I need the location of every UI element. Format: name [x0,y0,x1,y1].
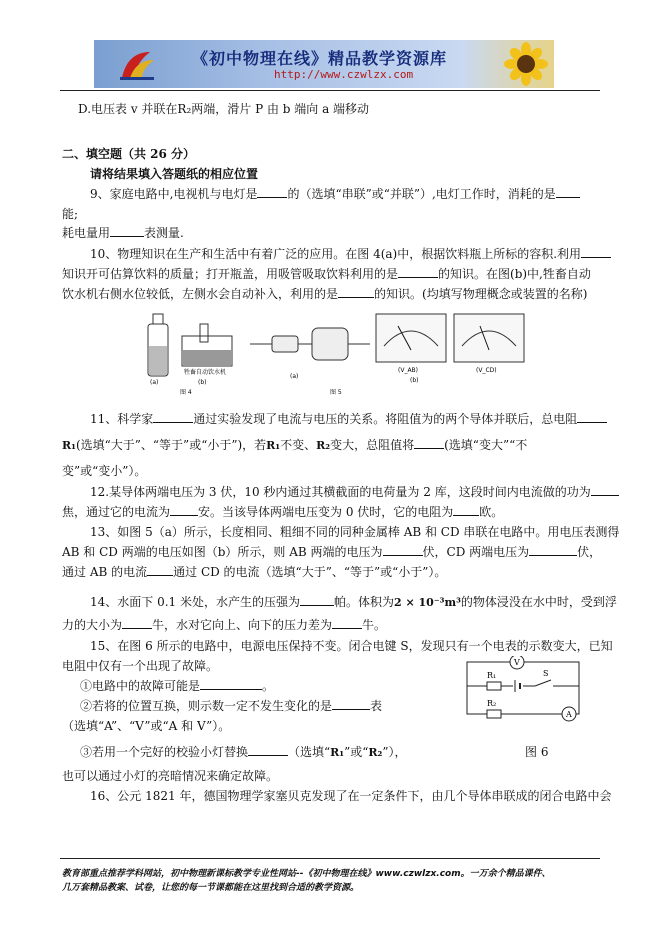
q12-line2 [62,503,503,520]
q13-blank-1 [383,543,423,556]
fig4-b-caption: 牲畜自动饮水机 [184,369,227,376]
q11-text-c: (选填“大于”、“等于”或“小于”)，若 [75,438,267,452]
section-title: 二、填空题（共 26 分） [62,147,196,161]
q10-text-c: 的知识。在图(b)中,牲畜自动 [438,267,591,281]
q15-line4 [80,697,382,714]
q10-blank-3 [338,285,374,298]
q9-blank-3 [110,224,144,237]
q9-blank-2 [556,185,580,198]
q10-line2 [62,265,591,282]
q15-text-g: ”或“ [344,745,369,759]
q10-line3 [62,285,587,302]
figures-4-5 [140,306,530,398]
ammeter-icon [562,707,576,721]
q10-blank-2 [398,265,438,278]
q14-text-c: 的物体浸没在水中时，受到浮 [460,595,617,609]
footer-rule [60,858,600,859]
q12-blank-2 [170,503,198,516]
q15-text-b: 。 [262,679,275,693]
fig6-label: 图 6 [525,745,549,759]
vab-label: (V_AB) [398,367,419,374]
q10-text-a: 10、物理知识在生产和生活中有着广泛的应用。在图 4(a)中，根据饮料瓶上所标的容积.利用 [90,247,582,261]
q10-text-d: 饮水机右侧水位较低，左侧水会自动补入，利用的是 [62,287,339,301]
q9-line3 [62,224,184,241]
r1-symbol: R₁ [62,439,76,452]
q9-text-d: 表测量. [144,226,184,240]
q15-text-a: ①电路中的故障可能是 [80,679,201,693]
switch-icon [535,680,553,690]
r2-symbol-2: R₂ [368,746,383,759]
instruction: 请将结果填入答题纸的相应位置 [90,167,259,181]
q12-blank-1 [591,483,619,496]
q13-line2 [62,543,601,560]
q10-text-b: 知识开可估算饮料的质量；打开瓶盖，用吸管吸取饮料利用的是 [62,267,399,281]
circuit-a-label: A [566,710,572,719]
battery-icon [513,680,523,692]
q11-text-f: (选填“变大”“不 [444,438,528,452]
q11-text-a: 11、科学家 [90,412,154,426]
q12-text-a: 12.某导体两端电压为 3 伏，10 秒内通过其横截面的电荷量为 2 库，这段时间内电流做的功为 [90,485,591,499]
r2-resistor [487,710,501,718]
fig4-b-label: (b) [198,379,207,386]
q9-text-b: 的（选填“串联”或“并联”）,电灯工作时，消耗的是 [287,187,556,201]
q11-blank-3 [414,436,444,449]
q11-blank-1 [153,410,193,423]
voltmeter-ab-icon [376,314,446,362]
q13-text-c: 伏， [577,545,602,559]
q10-blank-1 [581,245,611,258]
circuit-diagram [465,656,583,722]
circuit-s-label: S [543,669,549,678]
q15-blank-3 [248,743,288,756]
footer-line2: 几万套精品教案、试卷，让您的每一节课都能在这里找到合适的教学资源。 [62,883,360,893]
q15-line5: （选填“A”、“V”或“A 和 V”）。 [62,719,231,733]
q14-line1 [90,593,617,610]
q14-text-f: 牛。 [362,618,387,632]
q9-text-c: 耗电量用 [62,226,111,240]
option-d: D.电压表 v 并联在R₂两端，滑片 P 由 b 端向 a 端移动 [78,102,370,116]
q9-line1 [90,185,580,202]
q9-line2: 能; [62,207,79,221]
q13-text-e: 通过 CD 的电流（选填“大于”、“等于”或“小于”）。 [173,565,447,579]
q11-line1 [90,410,607,427]
bottle-icon [148,314,168,376]
sunflower-icon [504,42,548,86]
q15-text-e: ③若用一个完好的校验小灯替换 [80,745,249,759]
q11-text-d: 不变、 [280,438,317,452]
q15-text-d: 表 [370,699,383,713]
r1-symbol-3: R₁ [330,746,345,759]
q15-text-c: ②若将的位置互换，则示数一定不发生变化的是 [80,699,333,713]
r2-symbol: R₂ [316,439,331,452]
footer-line1: 教育部重点推荐学科网站，初中物理新课标教学专业性网站--《初中物理在线》www.czwlzx.com。一万余个精品课件、 [62,869,551,879]
drinking-machine-icon [182,324,232,366]
q12-line1 [90,483,619,500]
q15-blank-2 [332,697,370,710]
q11-blank-2 [577,410,607,423]
q15-text-h: ”）， [382,745,407,759]
q12-text-b: 焦，通过它的电流为 [62,505,171,519]
metal-rods-icon [250,328,370,360]
q15-line7: 也可以通过小灯的亮暗情况来确定故障。 [62,769,279,783]
q13-line1: 13、如图 5（a）所示，长度相同、粗细不同的同种金属棒 AB 和 CD 串联在电路中。用电压表测得 [90,525,620,539]
q11-line2 [62,436,527,453]
q13-text-b: 伏，CD 两端电压为 [422,545,530,559]
banner-url: http://www.czwlzx.com [274,68,414,81]
q14-text-e: 牛，水对它向上、向下的压力差为 [152,618,333,632]
r1-resistor [487,682,501,690]
q13-line3 [62,563,446,580]
fig4-a-label: (a) [150,379,159,386]
q9-text-a: 9、家庭电路中,电视机与电灯是 [90,187,258,201]
q10-line1 [90,245,611,262]
q14-line2 [62,616,386,633]
circuit-r1-label: R₁ [487,671,497,680]
q13-text-a: AB 和 CD 两端的电压如图（b）所示，则 AB 两端的电压为 [62,545,383,559]
q15-line3 [80,677,274,694]
circuit-r2-label: R₂ [487,699,497,708]
r1-symbol-2: R₁ [266,439,281,452]
q14-blank-2 [122,616,152,629]
fig4-label: 图 4 [180,389,192,396]
banner-title: 《初中物理在线》精品教学资源库 [192,49,448,68]
fig5-a-label: (a) [290,373,299,380]
q11-line3: 变”或“变小”）。 [62,464,147,478]
fig5-label: 图 5 [330,389,342,396]
q14-volume: 2 × 10⁻³m³ [394,596,461,609]
q14-text-b: 帕。体积为 [333,595,394,609]
q13-blank-2 [529,543,577,556]
q12-blank-3 [453,503,479,516]
q13-blank-3 [147,563,173,576]
q9-blank-1 [257,185,287,198]
q15-line1: 15、在图 6 所示的电路中，电源电压保持不变。闭合电键 S，发现只有一个电表的示数变大，已知 [90,639,613,653]
q15-blank-1 [200,677,262,690]
site-logo-icon [116,48,156,82]
q16-line1: 16、公元 1821 年，德国物理学家塞贝克发现了在一定条件下，由几个导体串联成的闭合电路中会 [90,789,612,803]
q14-text-d: 力的大小为 [62,618,123,632]
q14-blank-1 [300,593,334,606]
fig5-b-label: (b) [410,377,419,384]
vcd-label: (V_CD) [476,367,497,374]
q14-text-a: 14、水面下 0.1 米处，水产生的压强为 [90,595,300,609]
circuit-v-label: V [514,658,520,667]
q15-text-f: （选填“ [288,745,331,759]
q12-text-d: 欧。 [479,505,504,519]
q11-text-e: 变大，总阻值将 [330,438,415,452]
voltmeter-cd-icon [454,314,524,362]
q14-blank-3 [332,616,362,629]
q10-text-e: 的知识。(均填写物理概念或装置的名称) [374,287,588,301]
header-banner [94,40,554,88]
q15-line6 [80,743,407,760]
q12-text-c: 安。当该导体两端电压变为 0 伏时，它的电阻为 [198,505,454,519]
q11-text-b: 通过实验发现了电流与电压的关系。将阻值为的两个导体并联后，总电阻 [193,412,578,426]
header-rule [60,90,600,91]
q13-text-d: 通过 AB 的电流 [62,565,148,579]
voltmeter-icon [510,656,524,669]
q15-line2: 电阻中仅有一个出现了故障。 [62,659,219,673]
